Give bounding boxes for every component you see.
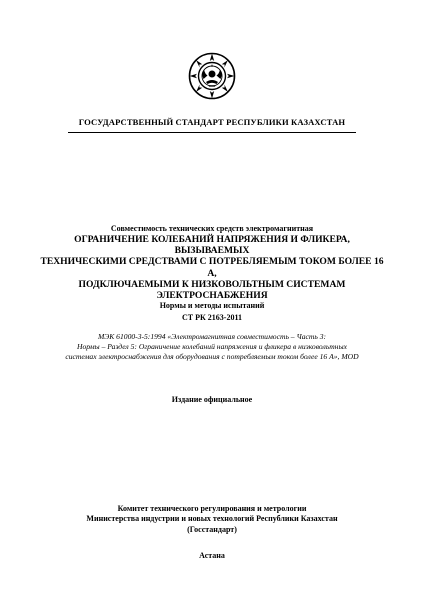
committee-line: Министерства индустрии и новых технологий Республики Казахстан: [86, 514, 338, 524]
reference-line: системах электроснабжения для оборудования с потребляемым током более 16 А», MOD: [65, 352, 359, 362]
main-title-line: ПОДКЛЮЧАЕМЫМИ К НИЗКОВОЛЬТНЫМ СИСТЕМАМ: [78, 278, 346, 290]
reference-line: МЭК 61000-3-5:1994 «Электромагнитная совместимость – Часть 3:: [97, 332, 327, 341]
committee-line: Комитет технического регулирования и метрологии: [117, 504, 307, 513]
standard-type-heading: ГОСУДАРСТВЕННЫЙ СТАНДАРТ РЕСПУБЛИКИ КАЗАХСТАН: [78, 117, 346, 127]
committee-line: (Госстандарт): [187, 524, 237, 534]
international-reference: [38, 332, 386, 363]
document-description: Нормы и методы испытаний: [159, 301, 265, 311]
kazakhstan-state-emblem-icon: [188, 52, 236, 100]
publisher-committee: [30, 504, 394, 535]
official-edition-label: Издание официальное: [171, 395, 253, 404]
reference-line: Нормы – Раздел 5: Ограничение колебаний напряжения и фликера в низковольтных: [77, 342, 347, 352]
main-title-line: ЭЛЕКТРОСНАБЖЕНИЯ: [156, 290, 268, 302]
document-subtitle: Совместимость технических средств электромагнитная: [110, 224, 314, 233]
header-divider: [68, 132, 356, 133]
main-title-line: ОГРАНИЧЕНИЕ КОЛЕБАНИЙ НАПРЯЖЕНИЯ И ФЛИКЕРА, ВЫЗЫВАЕМЫХ: [74, 234, 350, 257]
main-title-line: ТЕХНИЧЕСКИМИ СРЕДСТВАМИ С ПОТРЕБЛЯЕМЫМ ТОКОМ БОЛЕЕ 16 А,: [40, 256, 384, 279]
publication-city: Астана: [199, 551, 225, 560]
standard-code: СТ РК 2163-2011: [181, 313, 243, 322]
document-title-block: [40, 224, 384, 311]
document-main-title: [40, 234, 384, 301]
